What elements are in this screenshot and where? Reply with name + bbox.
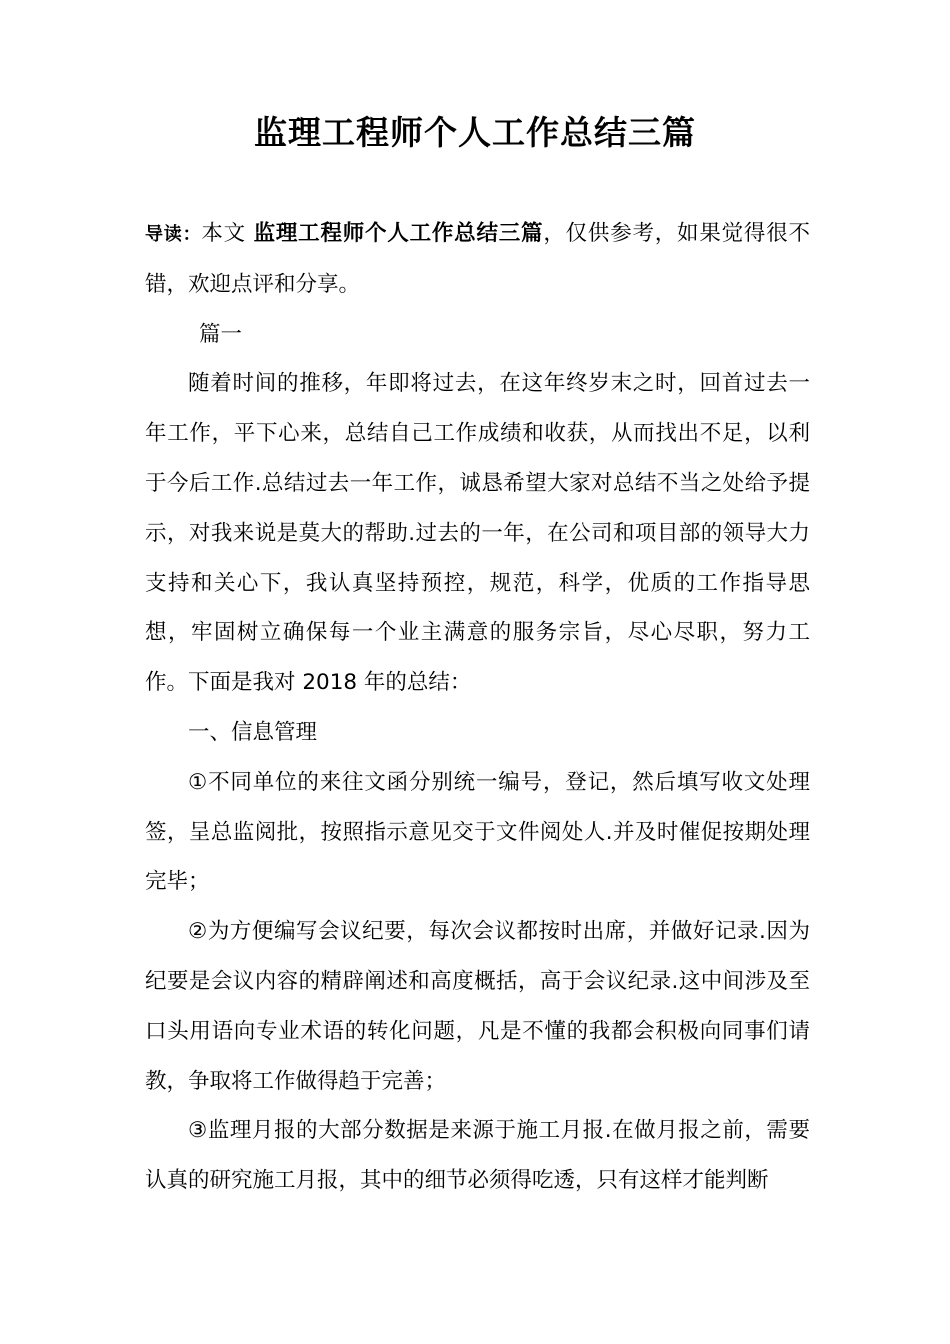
section-heading-info-management: 一、信息管理 (188, 719, 318, 745)
part-heading: 篇一 (199, 321, 243, 347)
list-item-3: ③监理月报的大部分数据是来源于施工月报.在做月报之前，需要认真的研究施工月报，其中的细节必须得吃透，只有这样才能判断 (145, 1118, 810, 1194)
intro-prefix: 本文 (201, 221, 254, 246)
intro-label: 导读： (145, 224, 202, 245)
paragraph-opening: 随着时间的推移，年即将过去，在这年终岁末之时，回首过去一年工作，平下心来，总结自己工作成绩和收获，从而找出不足，以利于今后工作.总结过去一年工作，诚恳希望大家对总结不当之处给予提示，对我来说是莫大的帮助.过去的一年，在公司和项目部的领导大力支持和关心下，我认真坚持预控，规范，科学，优质的工作指导思想，牢固树立确保每一个业主满意的服务宗旨，尽心尽职，努力工作。下面是我对 2018 年的总结： (145, 371, 810, 696)
document-body (145, 209, 810, 1206)
list-item-1: ①不同单位的来往文函分别统一编号，登记，然后填写收文处理签，呈总监阅批，按照指示意见交于文件阅处人.并及时催促按期处理完毕； (145, 769, 810, 895)
list-item-2: ②为方便编写会议纪要，每次会议都按时出席，并做好记录.因为纪要是会议内容的精辟阐述和高度概括，高于会议纪录.这中间涉及至口头用语向专业术语的转化问题，凡是不懂的我都会积极向同事们请教，争取将工作做得趋于完善； (145, 919, 810, 1094)
intro-suffix: ，仅供参考，如果觉得很不错，欢迎点评和分享。 (145, 221, 810, 297)
document-title: 监理工程师个人工作总结三篇 (254, 113, 696, 152)
intro-highlight: 监理工程师个人工作总结三篇 (253, 221, 544, 246)
intro-paragraph (145, 209, 810, 310)
